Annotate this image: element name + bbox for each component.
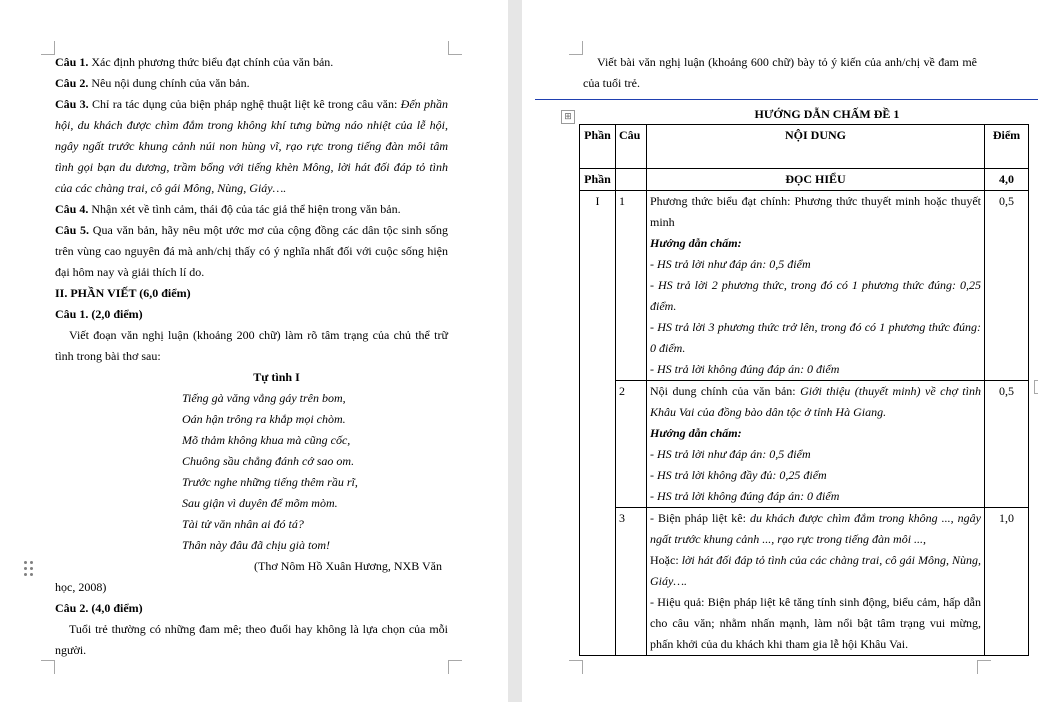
row-score: 1,0 [985,508,1029,656]
writing-question-1-title: Câu 1. (2,0 điểm) [55,307,143,321]
guide-item: - HS trả lời như đáp án: 0,5 điểm [650,447,811,461]
row-cau: 1 [616,191,647,381]
grading-table-title: HƯỚNG DẪN CHẤM ĐỀ 1 [754,107,900,121]
answer-main: Phương thức biểu đạt chính: Phương thức thuyết minh hoặc thuyết minh [650,194,981,229]
table-row [580,381,1029,508]
poem-line: Thân này đâu đã chịu già tom! [182,538,330,552]
section-cau-empty [616,169,647,191]
row-content [647,381,985,508]
section-2-heading: II. PHẦN VIẾT (6,0 điểm) [55,286,191,300]
right-page-text[interactable] [583,52,977,94]
crop-mark-top-left [41,41,55,55]
crop-mark-bottom-right [448,660,462,674]
guide-item: - HS trả lời 2 phương thức, trong đó có 1 phương thức đúng: 0,25 điểm. [650,278,981,313]
poem-line: Chuông sầu chẳng đánh cớ sao om. [182,454,355,468]
header-noi-dung: NỘI DUNG [647,125,985,169]
crop-mark-bottom-left [569,660,583,674]
section-score: 4,0 [985,169,1029,191]
crop-mark-bottom-right [977,660,991,674]
crop-mark-bottom-left [41,660,55,674]
poem-line: Oán hận trông ra khắp mọi chòm. [182,412,346,426]
table-section-row [580,169,1029,191]
answer-part: - Biện pháp liệt kê: du khách được chìm đắm trong không ..., ngây ngất trước khung cảnh ..., rạo rực trong tiếng đàn môi ..., [650,511,981,546]
left-document-page [0,0,508,702]
page-edge-marker [1034,380,1038,394]
poem-source-continued: học, 2008) [55,580,107,594]
question-1: Câu 1. Xác định phương thức biểu đạt chính của văn bản. [55,55,334,69]
guide-heading: Hướng dẫn chấm: [650,236,742,250]
drag-handle-icon[interactable] [24,561,34,577]
poem-line: Trước nghe những tiếng thêm rầu rĩ, [182,475,358,489]
table-row [580,508,1029,656]
poem-line: Mõ thảm không khua mà cũng cốc, [182,433,351,447]
header-diem: Điểm [985,125,1029,169]
row-content [647,191,985,381]
guide-item: - HS trả lời như đáp án: 0,5 điểm [650,257,811,271]
writing-question-1-text: Viết đoạn văn nghị luận (khoảng 200 chữ) làm rõ tâm trạng của chủ thể trữ tình trong bài thơ sau: [55,328,448,363]
question-5: Câu 5. Qua văn bản, hãy nêu một ước mơ của cộng đồng các dân tộc sinh sống trên vùng cao nguyên đá mà anh/chị thấy có ý nghĩa nhất đối với cuộc sống hiện đại hôm nay và giải thích lí do. [55,223,448,279]
crop-mark-top-right [448,41,462,55]
table-header-row [580,125,1029,169]
poem-title: Tự tình I [253,370,300,384]
guide-item: - HS trả lời không đầy đủ: 0,25 điểm [650,468,827,482]
writing-question-2-title: Câu 2. (4,0 điểm) [55,601,143,615]
question-4: Câu 4. Nhận xét về tình cảm, thái độ của tác giả thể hiện trong văn bản. [55,202,401,216]
writing-question-2-prompt: Viết bài văn nghị luận (khoảng 600 chữ) bày tỏ ý kiến của anh/chị về đam mê của tuổi trẻ. [583,55,977,90]
poem-line: Tài tử văn nhân ai đó tá? [182,517,304,531]
writing-question-2-text: Tuổi trẻ thường có những đam mê; theo đuổi hay không là lựa chọn của mỗi người. [55,622,448,657]
left-page-text[interactable] [55,52,448,661]
section-title: ĐỌC HIỂU [647,169,985,191]
page-separator-line [535,99,1038,100]
table-move-handle-icon[interactable]: ⊞ [561,110,575,124]
poem-line: Sau giận vì duyên để mõm mòm. [182,496,338,510]
guide-item: - HS trả lời không đúng đáp án: 0 điểm [650,489,840,503]
row-cau: 2 [616,381,647,508]
header-phan: Phần [580,125,616,169]
guide-heading: Hướng dẫn chấm: [650,426,742,440]
row-content [647,508,985,656]
answer-part: Hoặc: lời hát đối đáp tỏ tình của các chàng trai, cô gái Mông, Nùng, Giáy…. [650,553,982,588]
answer-part: - Hiệu quả: Biện pháp liệt kê tăng tính sinh động, biểu cảm, hấp dẫn cho câu văn; nhằm nhấn mạnh, làm nổi bật tâm trạng vui mừng, phấn khởi của du khách khi tham gia lễ hội Khâu Vai. [650,595,981,651]
row-phan: I [580,191,616,656]
row-score: 0,5 [985,381,1029,508]
answer-main: Nội dung chính của văn bản: Giới thiệu (thuyết minh) về chợ tình Khâu Vai của đồng bào dân tộc ở tỉnh Hà Giang. [650,384,981,419]
section-phan: Phần [580,169,616,191]
poem-line: Tiếng gà văng vẳng gáy trên bom, [182,391,346,405]
table-row [580,191,1029,381]
grading-table[interactable] [579,124,1029,656]
row-score: 0,5 [985,191,1029,381]
question-3: Câu 3. Chỉ ra tác dụng của biện pháp nghệ thuật liệt kê trong câu văn: Đến phần hội, du khách được chìm đắm trong không khí tưng bừng náo nhiệt của lễ hội, ngây ngất trước khung cảnh núi non hùng vĩ, rạo rực trong tiếng đàn môi tâm tình gọi bạn du dương, trầm bổng với tiếng khèn Mông, lời hát đối đáp tỏ tình của các chàng trai, cô gái Mông, Nùng, Giáy…. [55,97,449,195]
question-2: Câu 2. Nêu nội dung chính của văn bản. [55,76,250,90]
header-cau: Câu [616,125,647,169]
guide-item: - HS trả lời 3 phương thức trở lên, trong đó có 1 phương thức đúng: 0 điểm. [650,320,981,355]
crop-mark-top-left [569,41,583,55]
poem-source: (Thơ Nôm Hồ Xuân Hương, NXB Văn [254,559,442,573]
right-document-page [522,0,1038,702]
guide-item: - HS trả lời không đúng đáp án: 0 điểm [650,362,840,376]
row-cau: 3 [616,508,647,656]
